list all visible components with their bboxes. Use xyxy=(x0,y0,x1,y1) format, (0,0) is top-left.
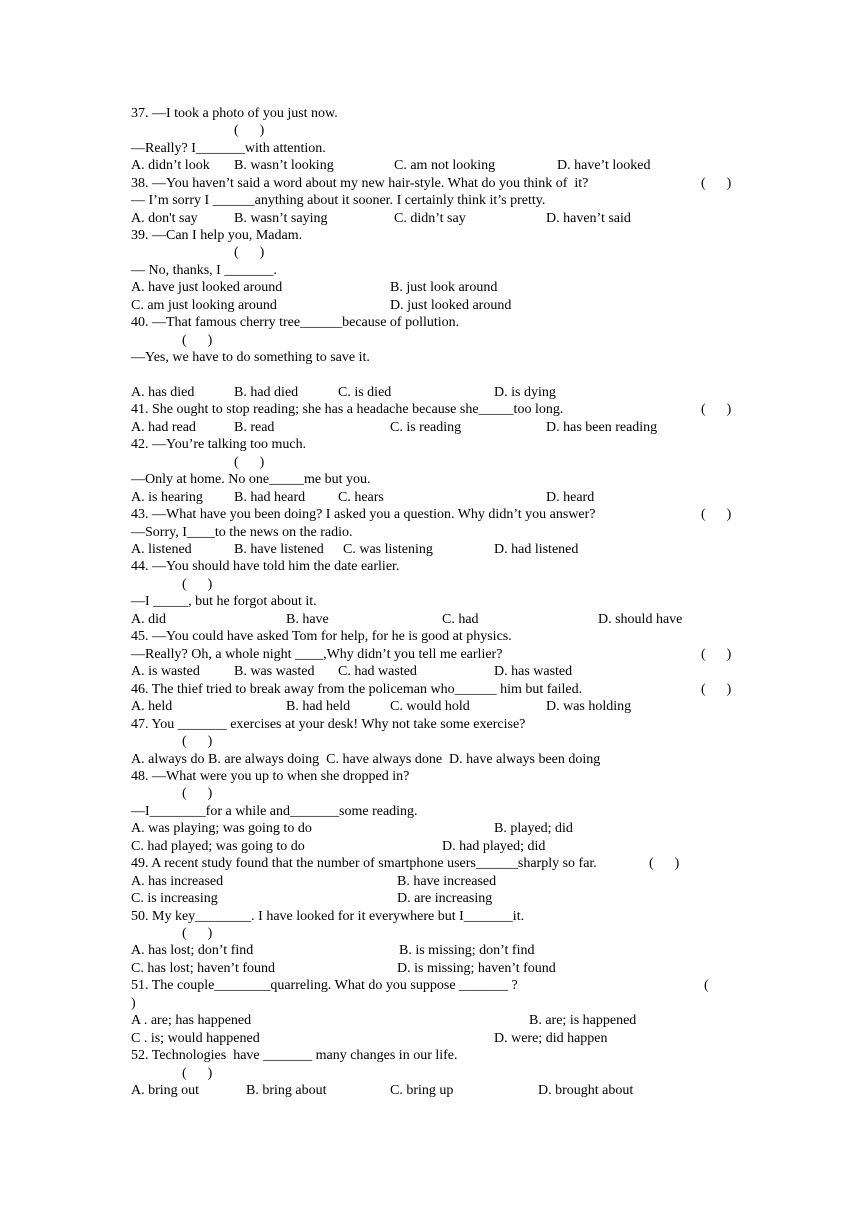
question-47-stem: 47. You _______ exercises at your desk! Why not take some exercise? xyxy=(131,717,526,732)
question-49-option-c: C. is increasing xyxy=(131,891,218,906)
question-50-option-c: C. has lost; haven’t found xyxy=(131,961,276,976)
question-44-option-a: A. did xyxy=(131,612,166,627)
question-50-option-d: D. is missing; haven’t found xyxy=(397,961,556,976)
question-43-option-c: C. was listening xyxy=(343,542,433,557)
question-51-option-b: B. are; is happened xyxy=(529,1013,637,1028)
question-42-option-a: A. is hearing xyxy=(131,490,203,505)
question-49-option-b: B. have increased xyxy=(397,874,497,889)
question-37-option-d: D. have’t looked xyxy=(557,158,651,173)
question-42-option-b: B. had heard xyxy=(234,490,306,505)
question-50-answer-paren: ( ) xyxy=(182,926,213,941)
question-43-reply: —Sorry, I____to the news on the radio. xyxy=(131,525,353,540)
question-47-answer-paren: ( ) xyxy=(182,734,213,749)
question-44-answer-paren: ( ) xyxy=(182,577,213,592)
question-43-stem: 43. —What have you been doing? I asked you a question. Why didn’t you answer? xyxy=(131,507,596,522)
question-40-answer-paren: ( ) xyxy=(182,333,213,348)
question-42-option-d: D. heard xyxy=(546,490,595,505)
question-45-stem: 45. —You could have asked Tom for help, for he is good at physics. xyxy=(131,629,512,644)
question-47-options: A. always do B. are always doing C. have always done D. have always been doing xyxy=(131,752,601,767)
question-49-stem: 49. A recent study found that the number of smartphone users______sharply so far. xyxy=(131,856,597,871)
question-38-option-d: D. haven’t said xyxy=(546,211,631,226)
question-37-reply: —Really? I_______with attention. xyxy=(131,141,326,156)
question-43-option-d: D. had listened xyxy=(494,542,579,557)
question-41-option-b: B. read xyxy=(234,420,275,435)
question-37-option-b: B. wasn’t looking xyxy=(234,158,334,173)
question-44-option-d: D. should have xyxy=(598,612,683,627)
question-48-option-d: D. had played; did xyxy=(442,839,546,854)
question-38-option-a: A. don't say xyxy=(131,211,198,226)
question-37-stem: 37. —I took a photo of you just now. xyxy=(131,106,338,121)
question-45-reply: —Really? Oh, a whole night ____,Why didn’t you tell me earlier? xyxy=(131,647,503,662)
question-51-option-c: C . is; would happened xyxy=(131,1031,260,1046)
question-46-option-b: B. had held xyxy=(286,699,351,714)
question-52-option-a: A. bring out xyxy=(131,1083,200,1098)
question-52-option-b: B. bring about xyxy=(246,1083,327,1098)
question-42-answer-paren: ( ) xyxy=(234,455,265,470)
question-48-option-c: C. had played; was going to do xyxy=(131,839,305,854)
question-39-stem: 39. —Can I help you, Madam. xyxy=(131,228,303,243)
question-39-option-b: B. just look around xyxy=(390,280,498,295)
question-39-option-c: C. am just looking around xyxy=(131,298,277,313)
question-44-option-c: C. had xyxy=(442,612,479,627)
question-42-stem: 42. —You’re talking too much. xyxy=(131,437,307,452)
question-49-option-a: A. has increased xyxy=(131,874,224,889)
question-50-stem: 50. My key________. I have looked for it everywhere but I_______it. xyxy=(131,909,525,924)
question-51-option-a: A . are; has happened xyxy=(131,1013,252,1028)
question-40-stem: 40. —That famous cherry tree______because of pollution. xyxy=(131,315,460,330)
question-38-reply: — I’m sorry I ______anything about it sooner. I certainly think it’s pretty. xyxy=(131,193,546,208)
question-46-option-d: D. was holding xyxy=(546,699,632,714)
question-39-option-d: D. just looked around xyxy=(390,298,512,313)
question-41-option-a: A. had read xyxy=(131,420,196,435)
question-50-option-a: A. has lost; don’t find xyxy=(131,943,254,958)
question-51-option-d: D. were; did happen xyxy=(494,1031,608,1046)
question-48-reply: —I________for a while and_______some reading. xyxy=(131,804,418,819)
question-40-option-b: B. had died xyxy=(234,385,299,400)
question-48-option-a: A. was playing; was going to do xyxy=(131,821,312,836)
question-50-option-b: B. is missing; don’t find xyxy=(399,943,535,958)
question-48-option-b: B. played; did xyxy=(494,821,573,836)
question-44-stem: 44. —You should have told him the date earlier. xyxy=(131,559,400,574)
question-49-option-d: D. are increasing xyxy=(397,891,493,906)
question-41-option-c: C. is reading xyxy=(390,420,462,435)
question-43-answer-paren: ( ) xyxy=(701,507,732,522)
question-45-option-a: A. is wasted xyxy=(131,664,200,679)
question-39-reply: — No, thanks, I _______. xyxy=(131,263,277,278)
question-49-answer-paren: ( ) xyxy=(649,856,680,871)
question-38-answer-paren: ( ) xyxy=(701,176,732,191)
question-40-option-d: D. is dying xyxy=(494,385,556,400)
question-45-option-b: B. was wasted xyxy=(234,664,315,679)
question-41-stem: 41. She ought to stop reading; she has a headache because she_____too long. xyxy=(131,402,564,417)
question-45-answer-paren: ( ) xyxy=(701,647,732,662)
question-40-option-a: A. has died xyxy=(131,385,195,400)
question-46-stem: 46. The thief tried to break away from the policeman who______ him but failed. xyxy=(131,682,583,697)
question-41-answer-paren: ( ) xyxy=(701,402,732,417)
question-52-stem: 52. Technologies have _______ many changes in our life. xyxy=(131,1048,458,1063)
question-48-answer-paren: ( ) xyxy=(182,786,213,801)
question-44-reply: —I _____, but he forgot about it. xyxy=(131,594,317,609)
question-42-reply: —Only at home. No one_____me but you. xyxy=(131,472,371,487)
question-46-option-a: A. held xyxy=(131,699,173,714)
question-43-option-a: A. listened xyxy=(131,542,192,557)
question-51-answer-paren-close: ) xyxy=(131,996,136,1011)
question-41-option-d: D. has been reading xyxy=(546,420,658,435)
question-45-option-d: D. has wasted xyxy=(494,664,573,679)
question-52-option-d: D. brought about xyxy=(538,1083,634,1098)
question-38-option-b: B. wasn’t saying xyxy=(234,211,328,226)
question-51-stem: 51. The couple________quarreling. What do you suppose _______ ? xyxy=(131,978,518,993)
question-46-answer-paren: ( ) xyxy=(701,682,732,697)
question-52-option-c: C. bring up xyxy=(390,1083,454,1098)
question-45-option-c: C. had wasted xyxy=(338,664,417,679)
question-40-reply: —Yes, we have to do something to save it. xyxy=(131,350,370,365)
question-40-option-c: C. is died xyxy=(338,385,392,400)
question-37-option-c: C. am not looking xyxy=(394,158,496,173)
question-42-option-c: C. hears xyxy=(338,490,384,505)
question-52-answer-paren: ( ) xyxy=(182,1066,213,1081)
question-44-option-b: B. have xyxy=(286,612,329,627)
question-51-answer-paren-open: ( xyxy=(704,978,709,993)
question-48-stem: 48. —What were you up to when she dropped in? xyxy=(131,769,410,784)
question-37-answer-paren: ( ) xyxy=(234,123,265,138)
question-38-option-c: C. didn’t say xyxy=(394,211,466,226)
question-38-stem: 38. —You haven’t said a word about my new hair-style. What do you think of it? xyxy=(131,176,589,191)
question-39-option-a: A. have just looked around xyxy=(131,280,283,295)
question-43-option-b: B. have listened xyxy=(234,542,324,557)
question-39-answer-paren: ( ) xyxy=(234,245,265,260)
question-46-option-c: C. would hold xyxy=(390,699,470,714)
question-37-option-a: A. didn’t look xyxy=(131,158,210,173)
